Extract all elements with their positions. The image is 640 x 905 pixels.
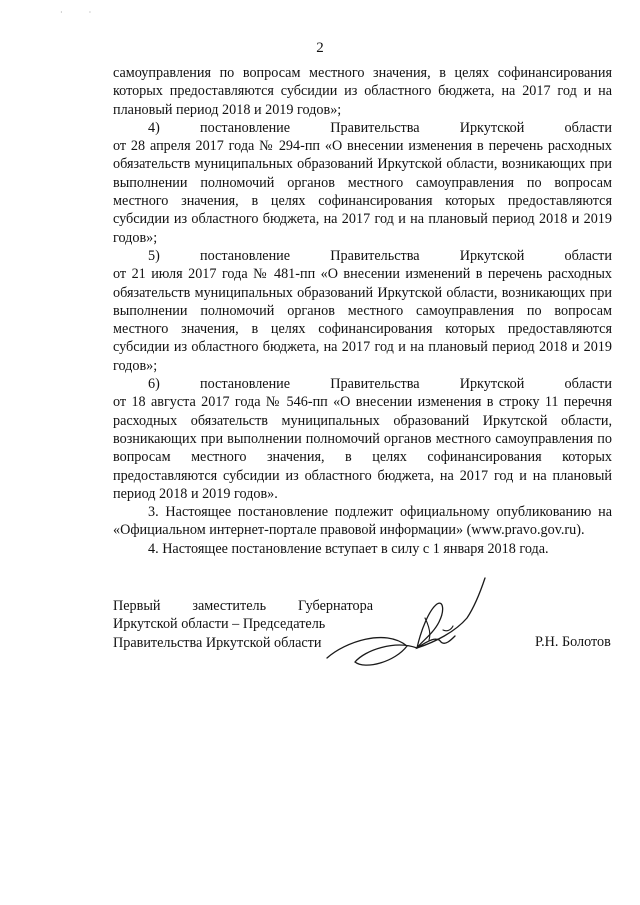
item-5-head [113, 247, 612, 265]
document-body [113, 64, 612, 558]
signer-title-line-2: Иркутской области – Председатель [113, 616, 326, 633]
item-4-text: от 28 апреля 2017 года № 294-пп «О внесении изменения в перечень расходных обязательств муниципальных образований Иркутской области, возникающих при выполнении полномочий органов местного самоуправления по вопросам местного значения, в целях софинансирования которых предоставляются субсидии из областного бюджета, на 2017 год и на плановый период 2018 и 2019 годов»; [113, 138, 612, 246]
item-word: Иркутской [459, 376, 525, 393]
signer-word: заместитель [192, 598, 267, 614]
paragraph-4: 4. Настоящее постановление вступает в силу с 1 января 2018 года. [148, 540, 549, 557]
signer-word: Губернатора [297, 598, 373, 614]
item-word: Иркутской [459, 247, 525, 264]
item-word: Иркутской [459, 119, 525, 136]
item-6-text: от 18 августа 2017 года № 546-пп «О внесении изменения в строку 11 перечня расходных обязательств муниципальных образований Иркутской области, возникающих при выполнении полномочий органов местного самоуправления по вопросам местного значения, в целях софинансирования которых предоставляются субсидии из областного бюджета, на 2017 год и на плановый период 2018 и 2019 годов». [113, 394, 612, 502]
paragraph-continuation: самоуправления по вопросам местного значения, в целях софинансирования которых предоставляются субсидии из областного бюджета, на 2017 год и на плановый период 2018 и 2019 годов»; [113, 65, 612, 118]
item-word: Правительства [330, 119, 420, 136]
item-word: постановление [200, 376, 291, 393]
signer-name: Р.Н. Болотов [535, 634, 611, 650]
item-word: Правительства [330, 247, 420, 264]
item-number: 5) [148, 247, 160, 264]
page-number: 2 [316, 40, 324, 56]
item-number: 4) [148, 119, 160, 136]
item-word: области [564, 119, 612, 136]
item-5-text: от 21 июля 2017 года № 481-пп «О внесении изменений в перечень расходных обязательств муниципальных образований Иркутской области, возникающих при выполнении полномочий органов местного самоуправления по вопросам местного значения, в целях софинансирования которых предоставляются субсидии из областного бюджета, на 2017 год и на плановый период 2018 и 2019 годов»; [113, 266, 612, 374]
scan-marks: · · [60, 8, 104, 17]
signer-word: Первый [113, 598, 161, 614]
item-word: постановление [200, 247, 291, 264]
signer-title-line-3: Правительства Иркутской области [113, 634, 322, 651]
item-6-head [113, 375, 612, 393]
item-word: области [564, 247, 612, 264]
handwritten-signature [325, 570, 505, 690]
item-number: 6) [148, 376, 160, 393]
paragraph-3: 3. Настоящее постановление подлежит официальному опубликованию на «Официальном интернет-портале правовой информации» (www.pravo.gov.ru). [113, 504, 612, 539]
item-word: Правительства [330, 376, 420, 393]
item-word: постановление [200, 119, 291, 136]
item-word: области [564, 376, 612, 393]
item-4-head [113, 119, 612, 137]
